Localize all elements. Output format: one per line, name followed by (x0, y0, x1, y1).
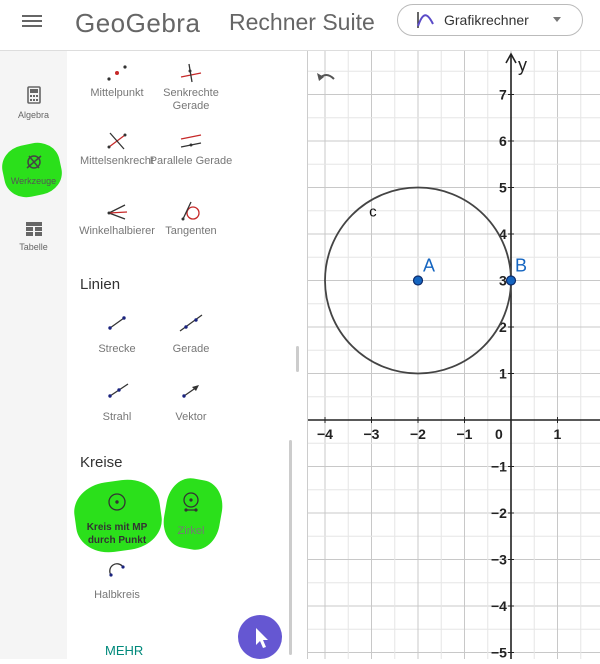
axes (308, 54, 600, 659)
angle-bisector-icon (105, 201, 129, 221)
app-title: Rechner Suite (229, 9, 375, 35)
y-tick-label: −3 (491, 551, 507, 568)
move-tool-button[interactable] (238, 615, 282, 659)
tool-label: Strecke (98, 343, 136, 355)
y-tick-label: −2 (491, 505, 507, 521)
tick-labels (317, 87, 562, 660)
x-tick-label: −2 (410, 426, 426, 442)
graphing-icon (415, 10, 435, 30)
rail-item-tabelle[interactable] (0, 222, 67, 252)
y-tick-label: 3 (499, 272, 507, 289)
y-axis-label: y (518, 55, 527, 75)
y-tick-label: 6 (499, 133, 507, 149)
point-a[interactable] (414, 276, 423, 285)
point-b[interactable] (507, 276, 516, 285)
tool-label: Strahl (102, 411, 132, 423)
undo-arrowhead (317, 73, 324, 81)
tool-label: Mittelsenkrecht (80, 155, 154, 167)
rail-label-algebra: Algebra (17, 110, 50, 120)
tool-label: Tangenten (165, 225, 217, 237)
vector-icon (179, 381, 203, 401)
y-tick-label: 2 (499, 319, 507, 335)
more-tools-button[interactable]: MEHR (105, 643, 144, 658)
midpoint-icon (105, 63, 129, 83)
y-tick-label: 4 (499, 226, 507, 242)
tool-tangenten[interactable] (149, 201, 233, 238)
x-tick-label: 1 (553, 426, 562, 442)
y-tick-label: 7 (499, 86, 507, 103)
circle-label: c (369, 203, 377, 221)
grid (308, 51, 600, 659)
y-tick-label: −1 (491, 458, 507, 475)
tangent-icon (179, 201, 203, 221)
y-tick-label: −4 (491, 598, 507, 614)
tool-gerade[interactable] (146, 313, 236, 356)
tool-label: Winkelhalbierer (79, 225, 155, 237)
geogebra-logo: GeoGebra (75, 8, 201, 38)
table-icon (26, 222, 42, 236)
y-tick-label: 1 (499, 365, 507, 382)
circle-center-point-icon (105, 491, 129, 513)
y-tick-label: 5 (499, 179, 507, 196)
x-tick-label: −4 (317, 426, 333, 442)
point-b-label: B (515, 255, 528, 276)
ray-icon (105, 381, 129, 401)
compass-icon (179, 491, 203, 513)
cursor-arrow-icon (238, 615, 282, 659)
section-title-linien: Linien (80, 276, 121, 293)
tools-panel (67, 51, 307, 659)
perpendicular-bisector-icon (105, 131, 129, 151)
calculator-icon (27, 86, 41, 104)
tool-parallele-gerade[interactable] (149, 131, 233, 168)
tool-senkrechte-gerade[interactable] (149, 63, 233, 113)
app-switcher-dropdown[interactable] (397, 4, 583, 36)
rail-item-werkzeuge[interactable] (0, 152, 67, 186)
rail-label-werkzeuge: Werkzeuge (10, 176, 57, 186)
graphics-view[interactable] (308, 51, 600, 659)
x-tick-label: −3 (363, 426, 380, 442)
point-a-label: A (423, 255, 436, 276)
tool-label: Gerade (172, 343, 210, 355)
section-title-kreise: Kreise (80, 454, 123, 471)
x-tick-label: 0 (495, 426, 503, 442)
tool-label: Kreis mit MP durch Punkt (86, 522, 148, 546)
rail-label-tabelle: Tabelle (19, 242, 48, 252)
panel-scrollbar[interactable] (289, 440, 292, 655)
parallel-line-icon (179, 131, 203, 151)
tool-label: Zirkel (177, 525, 205, 537)
x-tick-label: −1 (456, 426, 473, 442)
menu-icon[interactable] (22, 12, 42, 32)
tool-label: Mittelpunkt (90, 87, 144, 99)
rail-item-algebra[interactable] (0, 86, 67, 120)
tool-label: Parallele Gerade (149, 155, 233, 167)
line-icon (179, 313, 203, 333)
panel-resize-handle[interactable] (296, 346, 299, 372)
semicircle-icon (105, 559, 129, 579)
tool-vektor[interactable] (146, 381, 236, 424)
tool-halbkreis[interactable] (72, 559, 162, 602)
tool-label: Halbkreis (94, 589, 140, 601)
perpendicular-line-icon (179, 63, 203, 83)
tool-label: Vektor (175, 411, 207, 423)
y-tick-label: −5 (491, 644, 507, 659)
chevron-down-icon (553, 17, 561, 22)
app-switcher-label: Grafikrechner (444, 12, 529, 28)
tool-zirkel[interactable] (146, 491, 236, 538)
tool-label: Senkrechte Gerade (163, 87, 219, 112)
segment-icon (105, 313, 129, 333)
tools-icon (23, 152, 45, 170)
